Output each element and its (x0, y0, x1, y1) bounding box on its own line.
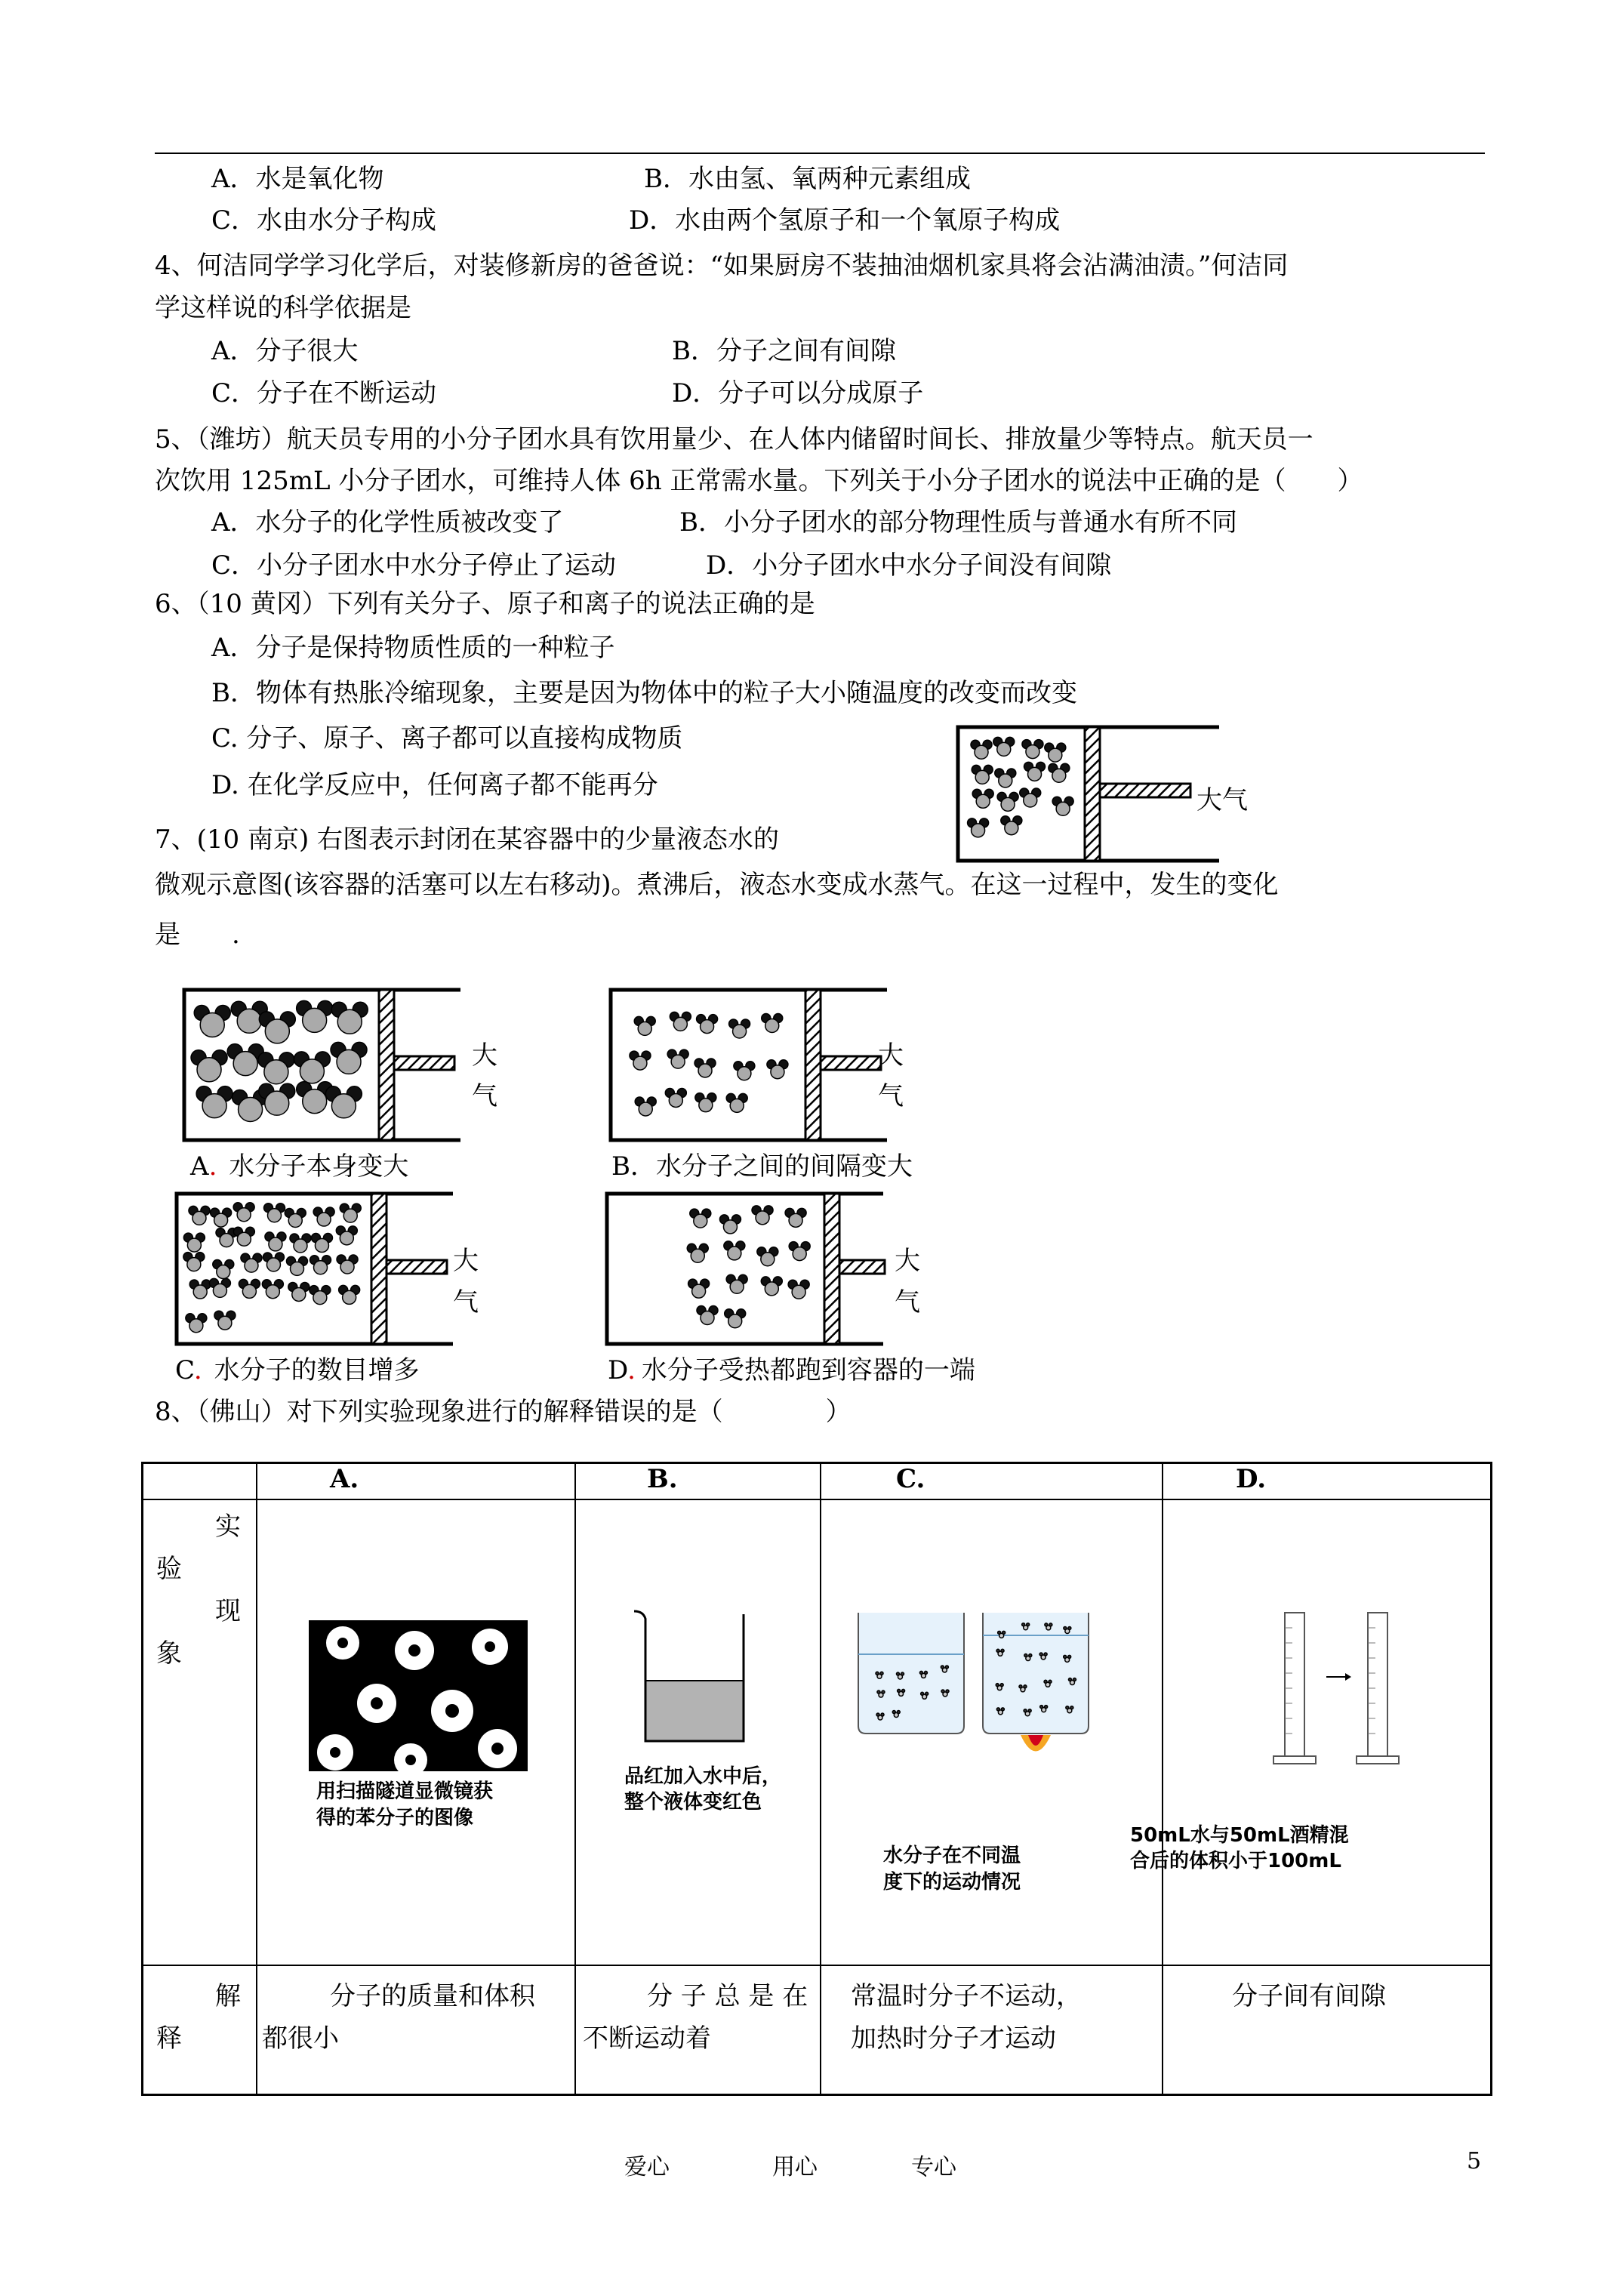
molecule-atom (1065, 1657, 1070, 1662)
molecule-atom (1067, 1709, 1072, 1713)
molecule-atom (733, 1025, 747, 1038)
molecule-atom (239, 1097, 263, 1121)
exp-d-1: 分子间有间隙 (1232, 1981, 1386, 2011)
molecule-atom (730, 1280, 744, 1293)
molecule-atom (245, 1259, 258, 1272)
cap-c-2: 度下的运动情况 (883, 1871, 1021, 1894)
q7-figure-b (608, 985, 895, 1144)
molecule-atom (669, 1093, 682, 1107)
q3-option-c: C．水由水分子构成 (211, 205, 437, 236)
molecule-atom (331, 1094, 356, 1118)
molecule-atom (1005, 821, 1018, 835)
molecule-atom (673, 1017, 687, 1031)
q4-option-a: A．分子很大 (211, 336, 359, 366)
molecule-atom (266, 1285, 279, 1299)
molecule-atom (633, 1056, 647, 1070)
q8-header-d: D. (1236, 1464, 1267, 1494)
molecule-atom (999, 1633, 1004, 1638)
cap-d-1: 50mL水与50mL酒精混 (1130, 1824, 1349, 1847)
molecule-atom (999, 774, 1012, 787)
q7-b-atm-1: 大 (878, 1040, 904, 1071)
q4-option-c: C．分子在不断运动 (211, 378, 437, 408)
molecule-atom (290, 1262, 303, 1275)
molecule-atom (292, 1287, 306, 1301)
molecule-atom (313, 1291, 327, 1305)
q6-option-a: A．分子是保持物质性质的一种粒子 (211, 633, 615, 663)
molecule-atom (217, 1265, 230, 1279)
molecule-atom (997, 1686, 1002, 1690)
molecule-atom (998, 1651, 1002, 1656)
molecule-atom (233, 1052, 257, 1076)
footer-word-1: 爱心 (624, 2154, 670, 2180)
q4-stem-line2: 学这样说的科学依据是 (155, 293, 411, 323)
exp-c-1: 常温时分子不运动， (851, 1981, 1082, 2011)
q7-stem-line1: 7、(10 南京) 右图表示封闭在某容器中的少量液态水的 (155, 824, 780, 855)
row1-label-4: 象 (156, 1638, 182, 1669)
molecule-atom (187, 1258, 201, 1271)
molecule-atom (997, 742, 1011, 756)
molecule-atom (1052, 769, 1066, 782)
q6-option-b: B．物体有热胀冷缩现象，主要是因为物体中的粒子大小随温度的改变而改变 (211, 678, 1077, 708)
molecule-atom (921, 1673, 925, 1678)
footer-word-3: 专心 (911, 2154, 956, 2180)
q7-figure-c (174, 1189, 460, 1348)
molecule-atom (898, 1675, 902, 1679)
molecule-atom (200, 1012, 224, 1037)
q3-option-b: B．水由氢、氧两种元素组成 (644, 164, 971, 194)
molecule-atom (343, 1290, 356, 1304)
molecule-atom (1042, 1708, 1046, 1712)
molecule-atom (237, 1208, 251, 1222)
molecule-atom (692, 1284, 706, 1298)
q5-option-a: A．水分子的化学性质被改变了 (211, 507, 564, 538)
molecule-atom (315, 1239, 328, 1253)
molecule-atom (1041, 1655, 1046, 1660)
q8-header-b: B. (647, 1464, 678, 1494)
cap-d-2: 合后的体积小于100mL (1130, 1850, 1341, 1872)
molecule-atom (922, 1694, 927, 1699)
molecule-atom (1026, 745, 1039, 759)
benzene-stm-image (309, 1620, 528, 1771)
q7-option-b: B．水分子之间的间隔变大 (611, 1151, 913, 1182)
molecule-atom (202, 1094, 226, 1118)
molecule-atom (337, 1049, 361, 1074)
q7-c-atm-2: 气 (453, 1287, 479, 1318)
exp-a-2: 都很小 (262, 2023, 339, 2054)
molecule-atom (265, 1019, 289, 1043)
molecule-atom (1046, 1626, 1051, 1630)
page-number: 5 (1467, 2148, 1482, 2174)
molecule-atom (303, 1008, 327, 1032)
q5-stem-line2: 次饮用 125mL 小分子团水，可维持人体 6h 正常需水量。下列关于小分子团水的说法中正确的是（ ） (155, 466, 1363, 496)
q7-atmosphere-label: 大气 (1196, 785, 1248, 815)
molecule-atom (214, 1213, 228, 1227)
cap-a-1: 用扫描隧道显微镜获 (316, 1780, 494, 1803)
molecule-atom (701, 1020, 714, 1034)
row2-label-2: 释 (156, 2023, 182, 2054)
molecule-atom (343, 1209, 357, 1222)
cap-b-2: 整个液体变红色 (624, 1791, 762, 1814)
molecule-atom (220, 1234, 233, 1247)
q3-option-d: D．水由两个氢原子和一个氧原子构成 (629, 205, 1061, 236)
q7-a-atm-2: 气 (472, 1081, 497, 1111)
molecule-atom (1001, 797, 1015, 811)
molecule-atom (317, 1213, 331, 1226)
q7-figure-a (181, 985, 468, 1144)
molecule-atom (1026, 1657, 1030, 1661)
molecule-atom (698, 1064, 712, 1077)
molecule-atom (187, 1238, 201, 1252)
molecule-atom (771, 1065, 784, 1079)
molecule-atom (189, 1319, 203, 1333)
q8-header-a: A. (330, 1464, 359, 1494)
molecule-atom (213, 1284, 226, 1297)
molecule-atom (793, 1247, 806, 1261)
row2-label-1: 解 (215, 1981, 241, 2011)
molecule-atom (1025, 1712, 1030, 1716)
molecule-atom (1046, 1682, 1050, 1687)
molecule-atom (1021, 1687, 1025, 1692)
molecule-atom (879, 1693, 883, 1697)
molecule-atom (294, 1239, 307, 1253)
q7-b-atm-2: 气 (878, 1081, 904, 1111)
q4-option-d: D．分子可以分成原子 (672, 378, 924, 408)
footer-word-2: 用心 (772, 2154, 818, 2180)
cap-a-2: 得的苯分子的图像 (316, 1807, 474, 1829)
molecule-atom (691, 1249, 704, 1262)
molecule-atom (337, 1009, 362, 1034)
molecule-atom (789, 1213, 802, 1227)
molecule-atom (1028, 767, 1042, 781)
molecule-atom (761, 1253, 775, 1266)
graduated-cylinders (1270, 1605, 1421, 1786)
molecule-atom (237, 1009, 261, 1033)
exp-b-2: 不断运动着 (583, 2023, 711, 2054)
q8-header-c: C. (896, 1464, 925, 1494)
molecule-atom (197, 1058, 221, 1082)
q7-c-atm-1: 大 (453, 1246, 479, 1276)
q7-option-c: C. 水分子的数目增多 (175, 1355, 420, 1385)
molecule-atom (975, 770, 989, 784)
molecule-atom (268, 1209, 282, 1222)
molecule-atom (237, 1232, 251, 1246)
q4-stem-line1: 4、何洁同学学习化学后，对装修新房的爸爸说：“如果厨房不装抽油烟机家具将会沾满油渍。”何洁同 (155, 251, 1289, 281)
molecule-atom (765, 1282, 778, 1296)
molecule-atom (899, 1691, 904, 1696)
molecule-atom (694, 1214, 707, 1228)
q7-option-a: A. 水分子本身变大 (190, 1151, 409, 1182)
molecule-atom (701, 1311, 714, 1324)
molecule-atom (756, 1211, 769, 1225)
molecule-atom (728, 1247, 741, 1260)
molecule-atom (340, 1260, 354, 1274)
exp-c-2: 加热时分子才运动 (851, 2023, 1056, 2054)
molecule-atom (699, 1099, 713, 1112)
q5-option-c: C．小分子团水中水分子停止了运动 (211, 550, 617, 581)
molecule-atom (972, 824, 985, 837)
molecule-atom (314, 1261, 328, 1274)
molecule-atom (998, 1710, 1002, 1715)
row1-label-1: 实 (215, 1512, 241, 1542)
header-rule (155, 153, 1485, 154)
molecule-atom (877, 1674, 882, 1678)
molecule-atom (264, 1060, 288, 1084)
molecule-atom (1065, 1629, 1070, 1633)
molecule-atom (1049, 748, 1062, 762)
molecule-atom (269, 1237, 282, 1251)
q5-stem-line1: 5、（潍坊）航天员专用的小分子团水具有饮用量少、在人体内储留时间长、排放量少等特点。航天员一 (155, 424, 1313, 455)
q7-a-atm-1: 大 (472, 1040, 497, 1071)
exp-b-1: 分 子 总 是 在 (647, 1981, 808, 2011)
molecule-atom (975, 745, 988, 759)
q6-option-c: C. 分子、原子、离子都可以直接构成物质 (211, 723, 683, 754)
molecule-atom (265, 1091, 289, 1115)
q6-stem: 6、（10 黄冈）下列有关分子、原子和离子的说法正确的是 (155, 589, 815, 619)
q3-option-a: A．水是氧化物 (211, 164, 384, 194)
molecule-atom (242, 1284, 256, 1298)
q4-option-b: B．分子之间有间隙 (672, 336, 896, 366)
molecule-atom (266, 1258, 280, 1271)
cap-c-1: 水分子在不同温 (883, 1845, 1021, 1867)
q7-stem-line3: 是 . (155, 920, 240, 950)
molecule-atom (738, 1067, 751, 1080)
molecule-atom (193, 1285, 207, 1299)
molecule-atom (765, 1019, 779, 1033)
molecule-atom (192, 1211, 206, 1225)
q6-option-d: D. 在化学反应中，任何离子都不能再分 (211, 770, 658, 800)
molecule-atom (340, 1231, 353, 1245)
exp-a-1: 分子的质量和体积 (330, 1981, 535, 2011)
molecule-atom (894, 1713, 898, 1718)
molecule-atom (1024, 794, 1037, 807)
molecule-atom (639, 1102, 652, 1116)
molecule-atom (976, 794, 990, 808)
molecule-atom (878, 1715, 882, 1720)
molecule-atom (671, 1055, 685, 1068)
molecule-atom (288, 1214, 302, 1228)
q7-d-atm-2: 气 (895, 1287, 920, 1318)
molecule-atom (792, 1285, 805, 1299)
cap-b-1: 品红加入水中后， (624, 1765, 782, 1788)
molecule-atom (1070, 1681, 1074, 1685)
molecule-atom (300, 1059, 324, 1083)
q5-option-d: D．小分子团水中水分子间没有间隙 (706, 550, 1112, 581)
molecule-atom (1056, 802, 1070, 815)
q7-figure-d (604, 1189, 891, 1348)
q5-option-b: B．小分子团水的部分物理性质与普通水有所不同 (679, 507, 1237, 538)
molecule-atom (730, 1099, 744, 1112)
molecule-atom (303, 1089, 327, 1114)
molecule-atom (638, 1022, 651, 1035)
molecule-atom (1024, 1626, 1028, 1630)
q7-d-atm-1: 大 (895, 1246, 920, 1276)
molecule-atom (218, 1316, 232, 1330)
row1-label-2: 验 (156, 1554, 182, 1584)
row1-label-3: 现 (215, 1596, 241, 1626)
q7-container-figure (955, 721, 1227, 864)
q8-table (141, 1462, 1492, 2096)
q8-stem: 8、（佛山）对下列实验现象进行的解释错误的是（ ） (155, 1397, 852, 1427)
molecule-atom (723, 1220, 737, 1234)
molecule-atom (942, 1668, 947, 1672)
molecule-atom (728, 1314, 742, 1328)
water-molecules-beakers (855, 1605, 1119, 1771)
q7-stem-line2: 微观示意图(该容器的活塞可以左右移动)。煮沸后，液态水变成水蒸气。在这一过程中，发生的变化 (155, 870, 1279, 900)
q7-option-d: D. 水分子受热都跑到容器的一端 (608, 1355, 975, 1385)
beaker-image (627, 1605, 770, 1749)
molecule-atom (943, 1692, 947, 1697)
